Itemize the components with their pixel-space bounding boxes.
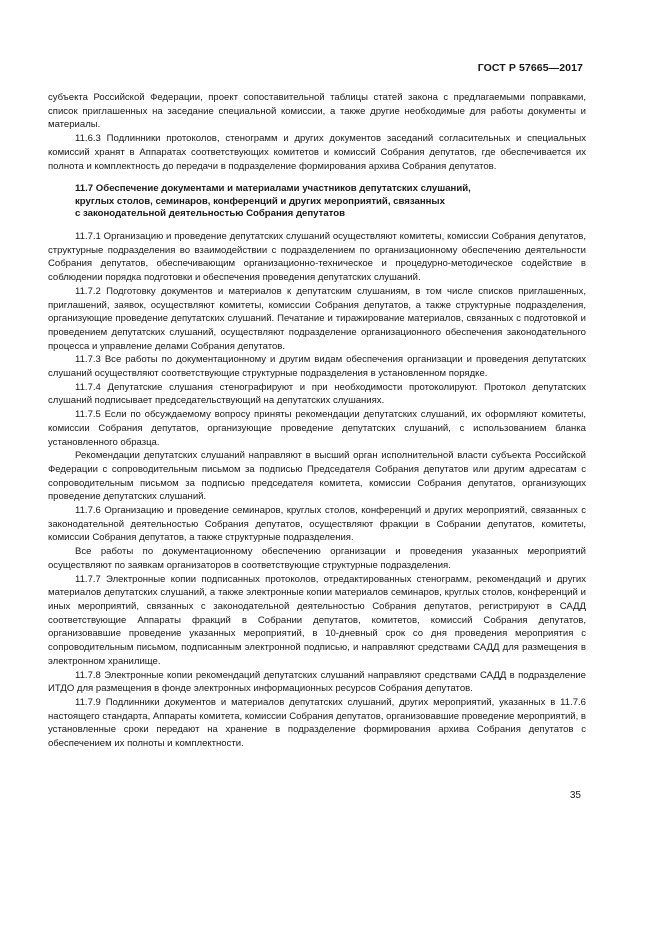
paragraph-11-7-7: 11.7.7 Электронные копии подписанных протоколов, отредактированных стенограмм, рекомендаций и других материалов депутатских слушаний, а также электронные копии материалов семинаров, круглых столов, конференций и иных мероприятий, связанных с законодательной деятельностью Собрания депутатов, регистрируют в САДД соответствующие Аппараты фракций в Собрании депутатов, комитетов, комиссий Собрания депутатов, организовавшие проведение указанных мероприятий, в 10-дневный срок со дня проведения мероприятия с сопроводительным письмом, подписанным электронной подписью, и направляют средствами САДД для размещения в электронном хранилище. [48, 573, 586, 667]
paragraph-11-7-4: 11.7.4 Депутатские слушания стенографируют и при необходимости протоколируют. Протокол депутатских слушаний подписывает председательствующий на депутатских слушаниях. [48, 381, 586, 407]
paragraph-documentation-support: Все работы по документационному обеспечению организации и проведения указанных мероприятий осуществляют по заявкам организаторов в соответствующие структурные подразделения. [48, 546, 586, 571]
page-number: 35 [569, 790, 581, 801]
paragraph-11-7-5: 11.7.5 Если по обсуждаемому вопросу приняты рекомендации депутатских слушаний, их оформляют комитеты, комиссии Собрания депутатов, организующие проведение депутатских слушаний, с использованием бланка установленного образца. [48, 409, 586, 448]
paragraph-11-7-6: 11.7.6 Организацию и проведение семинаров, круглых столов, конференций и других мероприятий, связанных с законодательной деятельностью Собрания депутатов, осуществляют фракции в Собрании депутатов, комитеты, комиссии Собрания депутатов, а также структурные подразделения. [48, 505, 586, 544]
paragraph-11-7-8: 11.7.8 Электронные копии рекомендаций депутатских слушаний направляют средствами САДД в подразделение ИТДО для размещения в фонде электронных информационных ресурсов Собрания депутатов. [48, 669, 586, 695]
standard-designation: ГОСТ Р 57665—2017 [477, 62, 583, 74]
paragraph-11-7-1: 11.7.1 Организацию и проведение депутатских слушаний осуществляют комитеты, комиссии Собрания депутатов, структурные подразделения во взаимодействии с подразделением по организационному обеспечению деятельности Собрания депутатов, обеспечивающим организационно-техническое и процедурно-методическое содействие в соблюдении порядка подготовки и обеспечения проведения депутатских слушаний. [48, 231, 586, 284]
page-content [48, 91, 586, 751]
section-heading-line: круглых столов, семинаров, конференций и других мероприятий, связанных [75, 195, 445, 207]
paragraph-11-7-9: 11.7.9 Подлинники документов и материалов депутатских слушаний, других мероприятий, указанных в 11.7.6 настоящего стандарта, Аппараты комитета, комиссии Собрания депутатов, организовавшие проведение мероприятий, в установленные сроки передают на хранение в подразделение формирования архива Собрания депутатов с обеспечением их полноты и комплектности. [48, 696, 586, 750]
paragraph-11-6-3: 11.6.3 Подлинники протоколов, стенограмм и других документов заседаний согласительных и специальных комиссий хранят в Аппаратах соответствующих комитетов и комиссий Собрания депутатов, где обеспечивается их полнота и комплектность до передачи в подразделение формирования архива Собрания депутатов. [48, 133, 586, 172]
section-heading-line: с законодательной деятельностью Собрания депутатов [75, 208, 345, 220]
paragraph-11-7-3: 11.7.3 Все работы по документационному и другим видам обеспечения организации и проведения депутатских слушаний осуществляют соответствующие структурные подразделения в установленном порядке. [48, 354, 586, 380]
section-heading-11-7 [48, 183, 586, 221]
paragraph-recommendations: Рекомендации депутатских слушаний направляют в высший орган исполнительной власти субъекта Российской Федерации с сопроводительным письмом за подписью Председателя Собрания депутатов или другим адресатам с сопроводительным письмом за подписью председателя комитета, комиссии Собрания депутатов, организующих проведение депутатских слушаний. [48, 450, 586, 503]
paragraph-11-7-2: 11.7.2 Подготовку документов и материалов к депутатским слушаниям, в том числе списков приглашенных, приглашений, заявок, осуществляют комитеты, комиссии Собрания депутатов, а также структурные подразделения, организующие проведение депутатских слушаний. Печатание и тиражирование материалов, связанных с подготовкой и проведением депутатских слушаний, осуществляют подразделение организационного обеспечения законодательного процесса и управление делами Собрания депутатов. [48, 285, 586, 352]
paragraph-continuation: субъекта Российской Федерации, проект сопоставительной таблицы статей закона с предлагаемыми поправками, список приглашенных на заседание специальной комиссии, а также другие необходимые для работы документы и материалы. [48, 92, 586, 131]
section-heading-line: 11.7 Обеспечение документами и материалами участников депутатских слушаний, [75, 183, 471, 195]
